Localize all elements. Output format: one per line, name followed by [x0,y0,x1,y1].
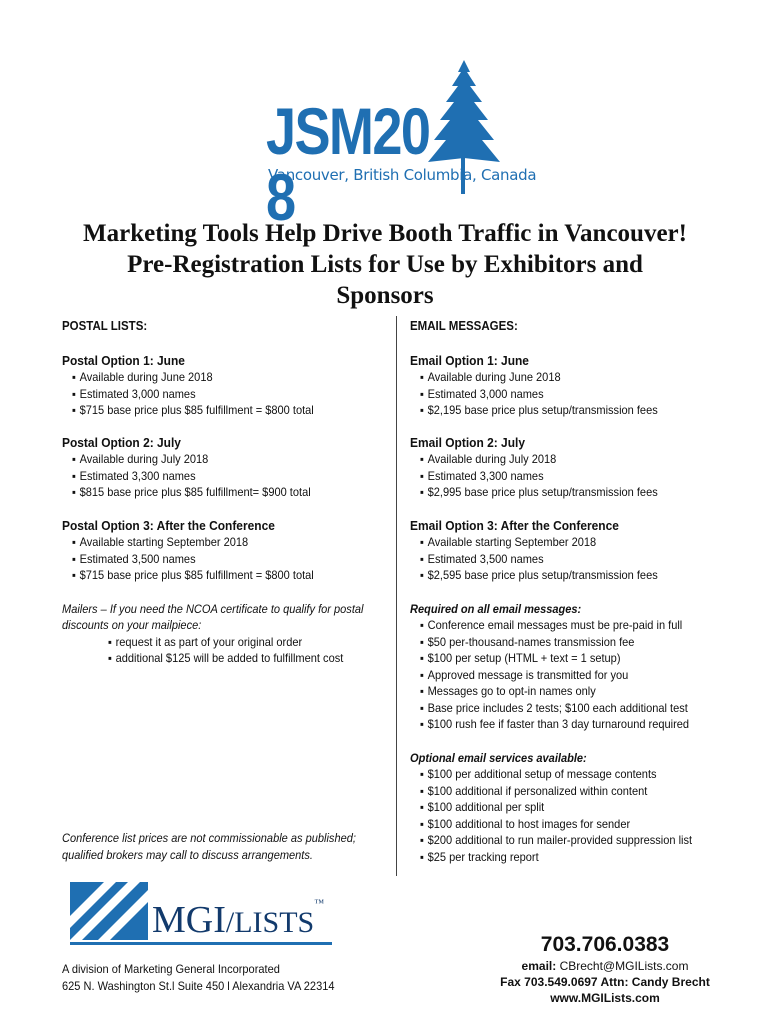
list-item: ▪ Estimated 3,300 names [420,468,687,485]
mgi-underline [70,942,332,945]
email-label: email: [521,959,557,973]
list-item: ▪ Conference email messages must be pre-paid in full [420,617,687,634]
list-item: ▪ $100 rush fee if faster than 3 day turnaround required [420,716,687,733]
list-item: ▪ Available starting September 2018 [72,534,359,551]
option-title: Email Option 2: July [410,434,525,450]
list-item: ▪ Approved message is transmitted for you [420,667,687,684]
list-item: ▪ $2,595 base price plus setup/transmission fees [420,567,687,584]
headline-line-3: Sponsors [336,282,434,309]
column-divider [396,316,397,876]
mgi-lists-logo [70,882,340,952]
footer-contact [480,932,730,1006]
postal-option-2 [62,435,384,501]
website-link[interactable]: www.MGILists.com [550,991,660,1005]
option-title: Email Option 1: June [410,352,529,368]
list-item: ▪ $2,195 base price plus setup/transmission fees [420,402,687,419]
list-item: ▪ Available starting September 2018 [420,534,687,551]
list-item: ▪ request it as part of your original order [108,634,362,651]
list-item: ▪ $100 additional to host images for sender [420,816,687,833]
option-title: Postal Option 3: After the Conference [62,517,275,533]
footer-address [62,961,358,994]
mgi-mark-icon [70,882,148,940]
list-item: ▪ Available during July 2018 [72,451,359,468]
address-text: 625 N. Washington St.l Suite 450 l Alexandria VA 22314 [62,978,335,993]
list-item: ▪ Available during June 2018 [72,369,359,386]
list-item: ▪ $50 per-thousand-names transmission fee [420,634,687,651]
list-item: ▪ Available during June 2018 [420,369,687,386]
mailers-list [62,634,384,667]
email-heading: EMAIL MESSAGES: [410,319,518,333]
mgi-wordmark: MGI/LISTS™ [152,898,325,941]
fax-line: Fax 703.549.0697 Attn: Candy Brecht [500,975,710,989]
email-messages-column [410,318,710,865]
list-item: ▪ $715 base price plus $85 fulfillment = $800 total [72,567,359,584]
postal-heading: POSTAL LISTS: [62,319,148,333]
email-line [480,958,730,974]
required-list [410,617,710,733]
list-item: ▪ $100 additional if personalized within content [420,783,687,800]
list-item: ▪ $100 per additional setup of message contents [420,766,687,783]
logo-wordmark: JSM208 [266,94,430,234]
jsm2018-logo [262,58,537,234]
option-title: Postal Option 2: July [62,434,181,450]
list-item: ▪ Estimated 3,500 names [420,551,687,568]
postal-option-3 [62,518,384,584]
email-link[interactable]: CBrecht@MGILists.com [559,959,689,973]
list-item: ▪ $200 additional to run mailer-provided suppression list [420,832,687,849]
postal-option-1 [62,353,384,419]
optional-heading: Optional email services available: [410,750,587,765]
list-item: ▪ Estimated 3,000 names [72,386,359,403]
list-item: ▪ additional $125 will be added to fulfillment cost [108,650,362,667]
list-item: ▪ $815 base price plus $85 fulfillment= $900 total [72,484,359,501]
list-item: ▪ $100 additional per split [420,799,687,816]
list-item: ▪ Messages go to opt-in names only [420,683,687,700]
list-item: ▪ $100 per setup (HTML + text = 1 setup) [420,650,687,667]
list-item: ▪ $715 base price plus $85 fulfillment = $800 total [72,402,359,419]
list-item: ▪ Base price includes 2 tests; $100 each additional test [420,700,687,717]
option-title: Email Option 3: After the Conference [410,517,619,533]
list-item: ▪ $25 per tracking report [420,849,687,866]
list-item: ▪ Estimated 3,000 names [420,386,687,403]
headline-line-1: Marketing Tools Help Drive Booth Traffic in Vancouver! [83,220,687,247]
commission-note: Conference list prices are not commissionable as published; qualified brokers may call to discuss arrangements. [62,831,356,862]
required-heading: Required on all email messages: [410,601,582,616]
optional-list [410,766,710,865]
postal-lists-column [62,318,384,862]
list-item: ▪ Estimated 3,300 names [72,468,359,485]
logo-location: Vancouver, British Columbia, Canada [268,166,537,184]
phone-number[interactable]: 703.706.0383 [540,933,670,956]
headline [70,218,700,311]
division-text: A division of Marketing General Incorporated [62,962,280,976]
list-item: ▪ $2,995 base price plus setup/transmission fees [420,484,687,501]
headline-line-2: Pre-Registration Lists for Use by Exhibitors and [127,251,643,278]
email-option-3 [410,518,710,584]
email-option-2 [410,435,710,501]
email-option-1 [410,353,710,419]
mailers-note: Mailers – If you need the NCOA certificate to qualify for postal discounts on your mailpiece: [62,601,364,632]
list-item: ▪ Estimated 3,500 names [72,551,359,568]
list-item: ▪ Available during July 2018 [420,451,687,468]
option-title: Postal Option 1: June [62,352,185,368]
